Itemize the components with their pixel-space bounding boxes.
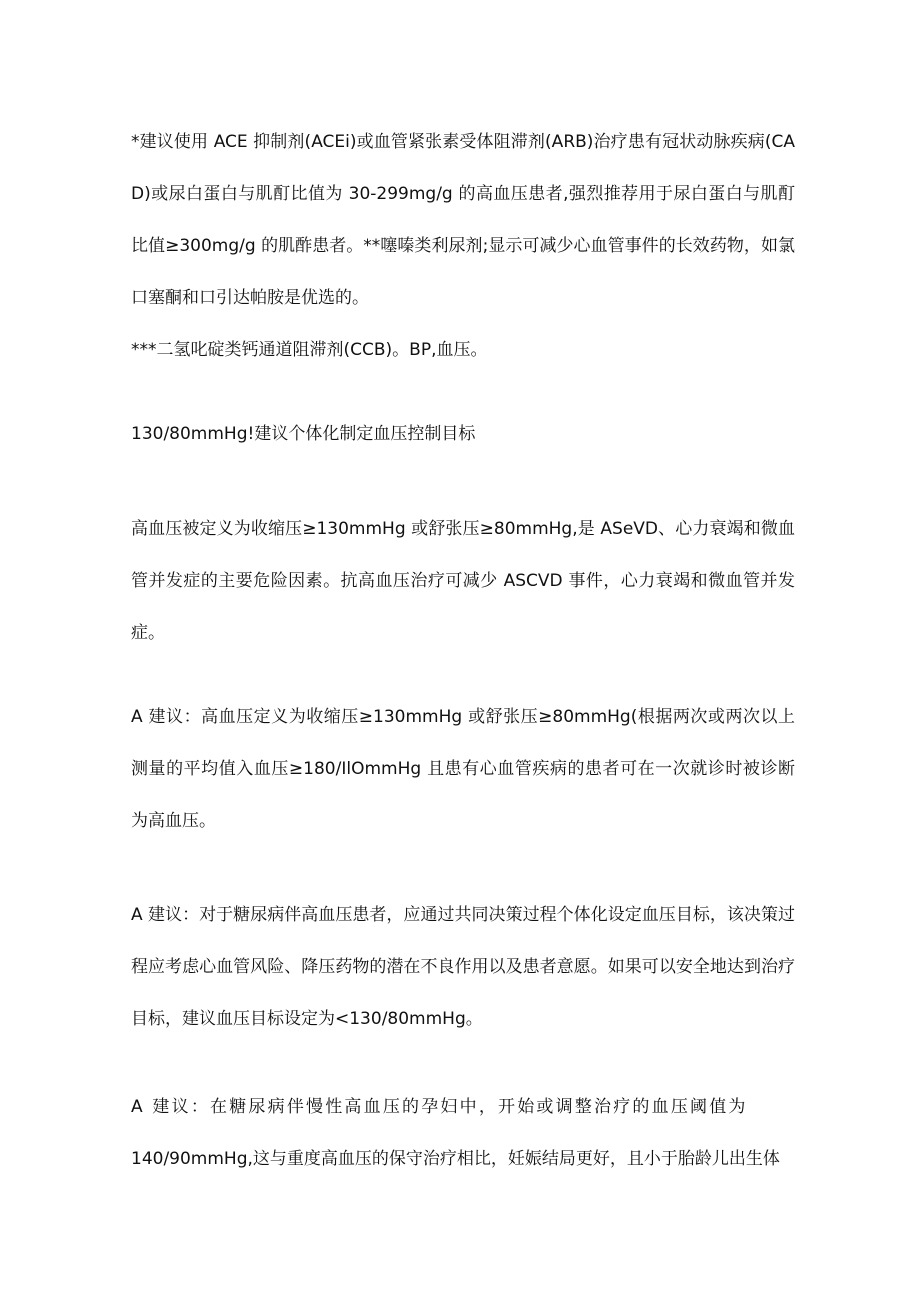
paragraph-recommendation-diagnosis: A 建议：高血压定义为收缩压≥130mmHg 或舒张压≥80mmHg(根据两次或两次以上测量的平均值入血压≥180/IlOmmHg 且患有心血管疾病的患者可在一次就诊时被诊断为高血压。 xyxy=(131,707,795,831)
paragraph-recommendation-pregnancy xyxy=(131,1081,795,1185)
paragraph-recommendation-target: A 建议：对于糖尿病伴高血压患者，应通过共同决策过程个体化设定血压目标，该决策过程应考虑心血管风险、降压药物的潜在不良作用以及患者意愿。如果可以安全地达到治疗目标，建议血压目标设定为<130/80mmHg。 xyxy=(131,905,795,1029)
paragraph-pregnancy-line-2: 140/90mmHg,这与重度高血压的保守治疗相比，妊娠结局更好，且小于胎龄儿出生体 xyxy=(131,1149,780,1169)
section-heading: 130/80mmHg!建议个体化制定血压控制目标 xyxy=(131,424,476,444)
paragraph-pregnancy-line-1: A 建议：在糖尿病伴慢性高血压的孕妇中，开始或调整治疗的血压阈值为 xyxy=(131,1097,748,1117)
footnote-drug-recommendation: *建议使用 ACE 抑制剂(ACEi)或血管紧张素受体阻滞剂(ARB)治疗患有冠状动脉疾病(CAD)或尿白蛋白与肌酊比值为 30-299mg/g 的高血压患者,强烈推荐用于尿白蛋白与肌酊比值≥300mg/g 的肌酢患者。**噻嗪类利尿剂;显示可减少心血管事件的长效药物，如氯口塞酮和口引达帕胺是优选的。 xyxy=(131,132,795,308)
paragraph-hypertension-definition: 高血压被定义为收缩压≥130mmHg 或舒张压≥80mmHg,是 ASeVD、心力衰竭和微血管并发症的主要危险因素。抗高血压治疗可减少 ASCVD 事件，心力衰竭和微血管并发症。 xyxy=(131,519,795,643)
footnote-ccb-abbreviation: ***二氢叱碇类钙通道阻滞剂(CCB)。BP,血压。 xyxy=(131,340,488,360)
